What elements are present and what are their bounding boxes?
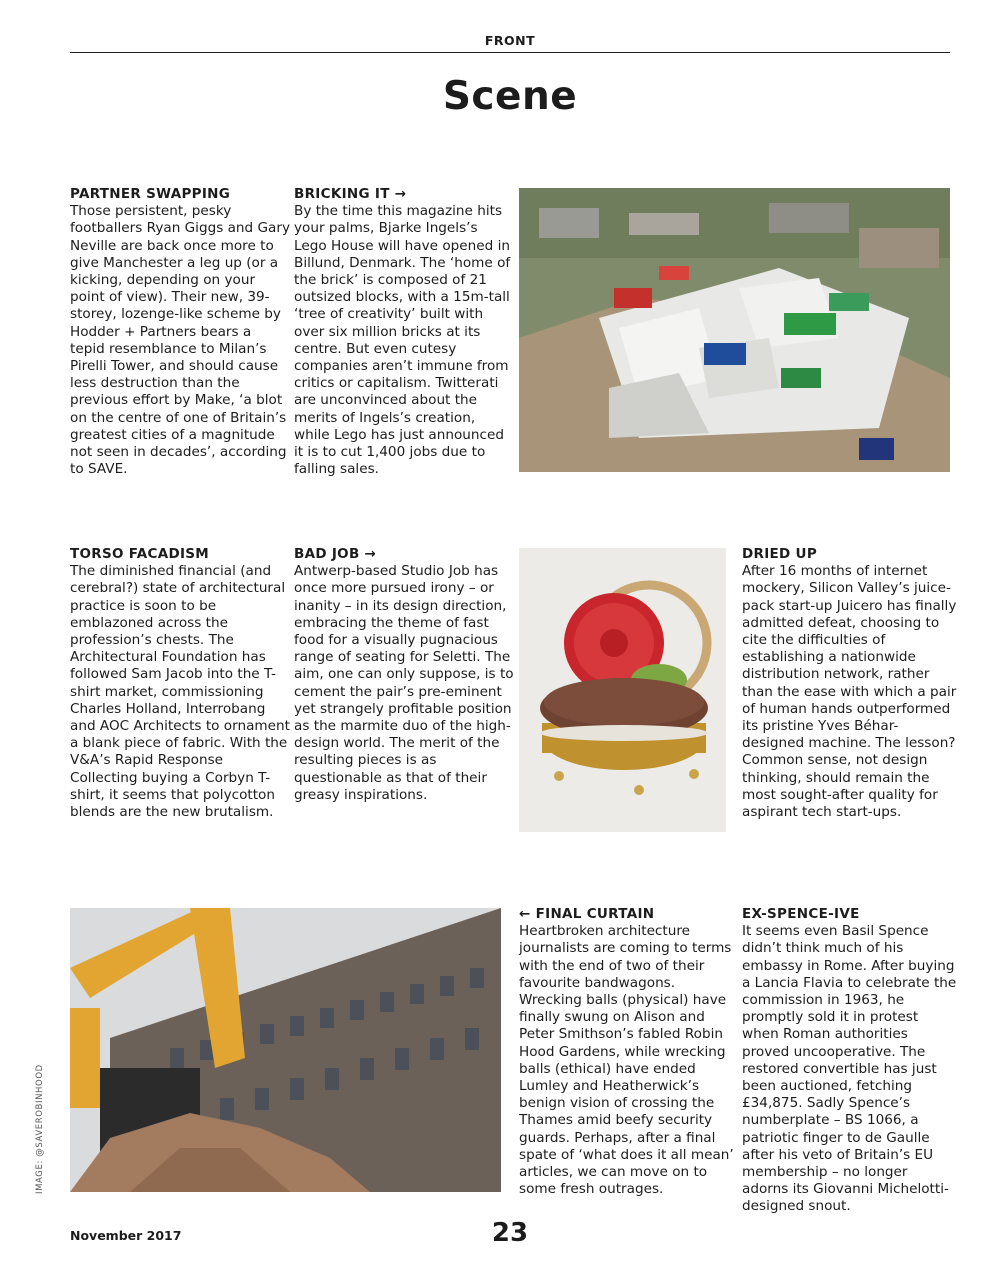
article-dried-up xyxy=(742,546,957,821)
article-body: Those persistent, pesky footballers Ryan Giggs and Gary Neville are back once more to give Manchester a leg up (or a kicking, depending on your point of view). Their new, 39-storey, lozenge-like scheme by Hodder + Partners bears a tepid resemblance to Milan’s Pirelli Tower, and should cause less destruction than the previous effort by Make, ‘a blot on the centre of one of Britain’s greatest cities of a magnitude not seen in decades’, according to SAVE. xyxy=(70,203,290,478)
article-heading: BRICKING IT → xyxy=(294,186,407,202)
article-body: Heartbroken architecture journalists are coming to terms with the end of two of their favourite bandwagons. Wrecking balls (physical) have finally swung on Alison and Peter Smithson’s fabled Robin Hood Gardens, while wrecking balls (ethical) have ended Lumley and Heatherwick’s benign vision of crossing the Thames amid beefy security guards. Perhaps, after a final spate of ‘what does it all mean’ articles, we can move on to some fresh outrages. xyxy=(519,923,734,1198)
lego-house-photo xyxy=(519,188,950,472)
section-label: FRONT xyxy=(484,33,536,48)
article-ex-spence-ive xyxy=(742,906,957,1216)
page-number: 23 xyxy=(491,1218,529,1248)
article-torso-facadism xyxy=(70,546,290,821)
article-heading: ← FINAL CURTAIN xyxy=(519,906,655,922)
article-heading: EX-SPENCE-IVE xyxy=(742,906,860,922)
burger-chair-photo xyxy=(519,548,726,832)
article-body: It seems even Basil Spence didn’t think much of his embassy in Rome. After buying a Lancia Flavia to celebrate the commission in 1963, he promptly sold it in protest when Roman authorities proved uncooperative. The restored convertible has just been auctioned, fetching £34,875. Sadly Spence’s numberplate – BS 1066, a patriotic finger to de Gaulle after his veto of Britain’s EU membership – no longer adorns its Giovanni Michelotti-designed snout. xyxy=(742,923,957,1215)
article-body: By the time this magazine hits your palms, Bjarke Ingels’s Lego House will have opened in Billund, Denmark. The ‘home of the brick’ is composed of 21 outsized blocks, with a 15m-tall ‘tree of creativity’ built with over six million bricks at its centre. But even cutesy companies aren’t immune from critics or capitalism. Twitterati are unconvinced about the merits of Ingels’s creation, while Lego has just announced it is to cut 1,400 jobs due to falling sales. xyxy=(294,203,511,478)
article-partner-swapping xyxy=(70,186,290,478)
article-body: Antwerp-based Studio Job has once more pursued irony – or inanity – in its design direction, embracing the theme of fast food for a visually pugnacious range of seating for Seletti. The aim, one can only suppose, is to cement the pair’s pre-eminent yet strangely profitable position as the marmite duo of the high-design world. The merit of the resulting pieces is as questionable as that of their greasy inspirations. xyxy=(294,563,514,803)
article-heading: DRIED UP xyxy=(742,546,818,562)
header-rule xyxy=(70,52,950,53)
robin-hood-gardens-photo xyxy=(70,908,501,1192)
article-final-curtain xyxy=(519,906,734,1198)
article-body: The diminished financial (and cerebral?) state of architectural practice is soon to be emblazoned across the profession’s chests. The Architectural Foundation has followed Sam Jacob into the T-shirt market, commissioning Charles Holland, Interrobang and AOC Architects to ornament a blank piece of fabric. With the V&A’s Rapid Response Collecting buying a Corbyn T-shirt, it seems that polycotton blends are the new brutalism. xyxy=(70,563,290,821)
image-credit: IMAGE: @SAVEROBINHOOD xyxy=(35,1064,45,1194)
article-body: After 16 months of internet mockery, Silicon Valley’s juice-pack start-up Juicero has finally admitted defeat, choosing to cite the difficulties of establishing a nationwide distribution network, rather than the ease with which a pair of human hands outperformed its pristine Yves Béhar-designed machine. The lesson? Common sense, not design thinking, should remain the most sought-after quality for aspirant tech start-ups. xyxy=(742,563,957,821)
article-heading: TORSO FACADISM xyxy=(70,546,210,562)
article-heading: PARTNER SWAPPING xyxy=(70,186,231,202)
article-bricking-it xyxy=(294,186,514,478)
page-title: Scene xyxy=(442,74,578,119)
article-heading: BAD JOB → xyxy=(294,546,377,562)
issue-date: November 2017 xyxy=(70,1228,182,1243)
article-bad-job xyxy=(294,546,514,804)
